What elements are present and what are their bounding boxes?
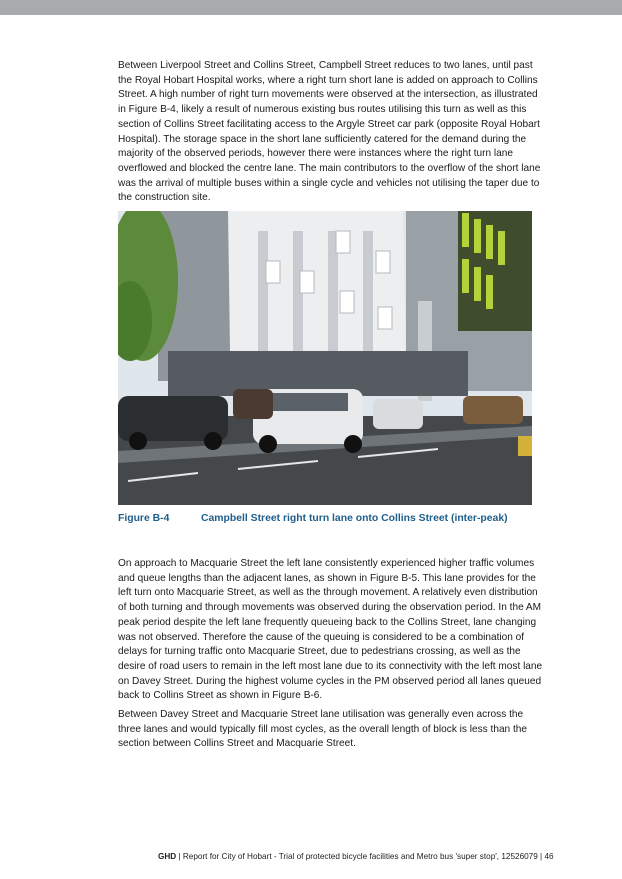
paragraph-campbell-liverpool-collins: Between Liverpool Street and Collins Street, Campbell Street reduces to two lanes, until past the Royal Hobart Hospital works, where a right turn short lane is added on approach to Collins Street. A high number of right turn movements were observed at the intersection, as illustrated in Figure B-4, likely a result of numerous existing bus routes utilising this turn as well as this section of Collins Street facilitating access to the Argyle Street car park (opposite Royal Hobart Hospital). The storage space in the short lane sufficiently catered for the demand during the majority of the observed periods, however there were instances where the right turn lane overflowed and blocked the centre lane. The main contributors to the overflow of the short lane was the arrival of multiple buses within a single cycle and vehicles not utilising the taper due to the construction site. [118, 60, 541, 204]
page-footer [158, 852, 568, 861]
footer-text: | Report for City of Hobart - Trial of protected bicycle facilities and Metro bus 'super stop', 12526079 | 46 [176, 852, 554, 861]
street-photo [118, 211, 532, 505]
figure-number: Figure B-4 [118, 513, 170, 524]
paragraph-macquarie-approach: On approach to Macquarie Street the left lane consistently experienced higher traffic volumes and queue lengths than the adjacent lanes, as shown in Figure B-5. This lane provides for the left turn onto Macquarie Street, as well as the through movement. A relatively even distribution of both turning and through movements was observed during the observation period. In the AM peak period despite the left lane frequently queueing back to the Collins Street, lane changing was not observed. Therefore the cause of the queuing is considered to be a combination of delays for turning traffic onto Macquarie Street, due to pedestrians crossing, as well as the desire of road users to remain in the left most lane due to its connectivity with the left most lane on Davey Street. During the highest volume cycles in the PM observed period all lanes queued back to Collins Street as shown in Figure B-6. [118, 558, 543, 702]
figure-title: Campbell Street right turn lane onto Collins Street (inter-peak) [201, 513, 508, 524]
paragraph-davey-macquarie: Between Davey Street and Macquarie Street lane utilisation was generally even across the three lanes and would typically fill most cycles, as the overall length of block is less than the section between Collins Street and Macquarie Street. [118, 709, 528, 750]
figure-caption [118, 513, 578, 524]
page-header-bar [0, 0, 622, 15]
footer-brand: GHD [158, 852, 177, 861]
